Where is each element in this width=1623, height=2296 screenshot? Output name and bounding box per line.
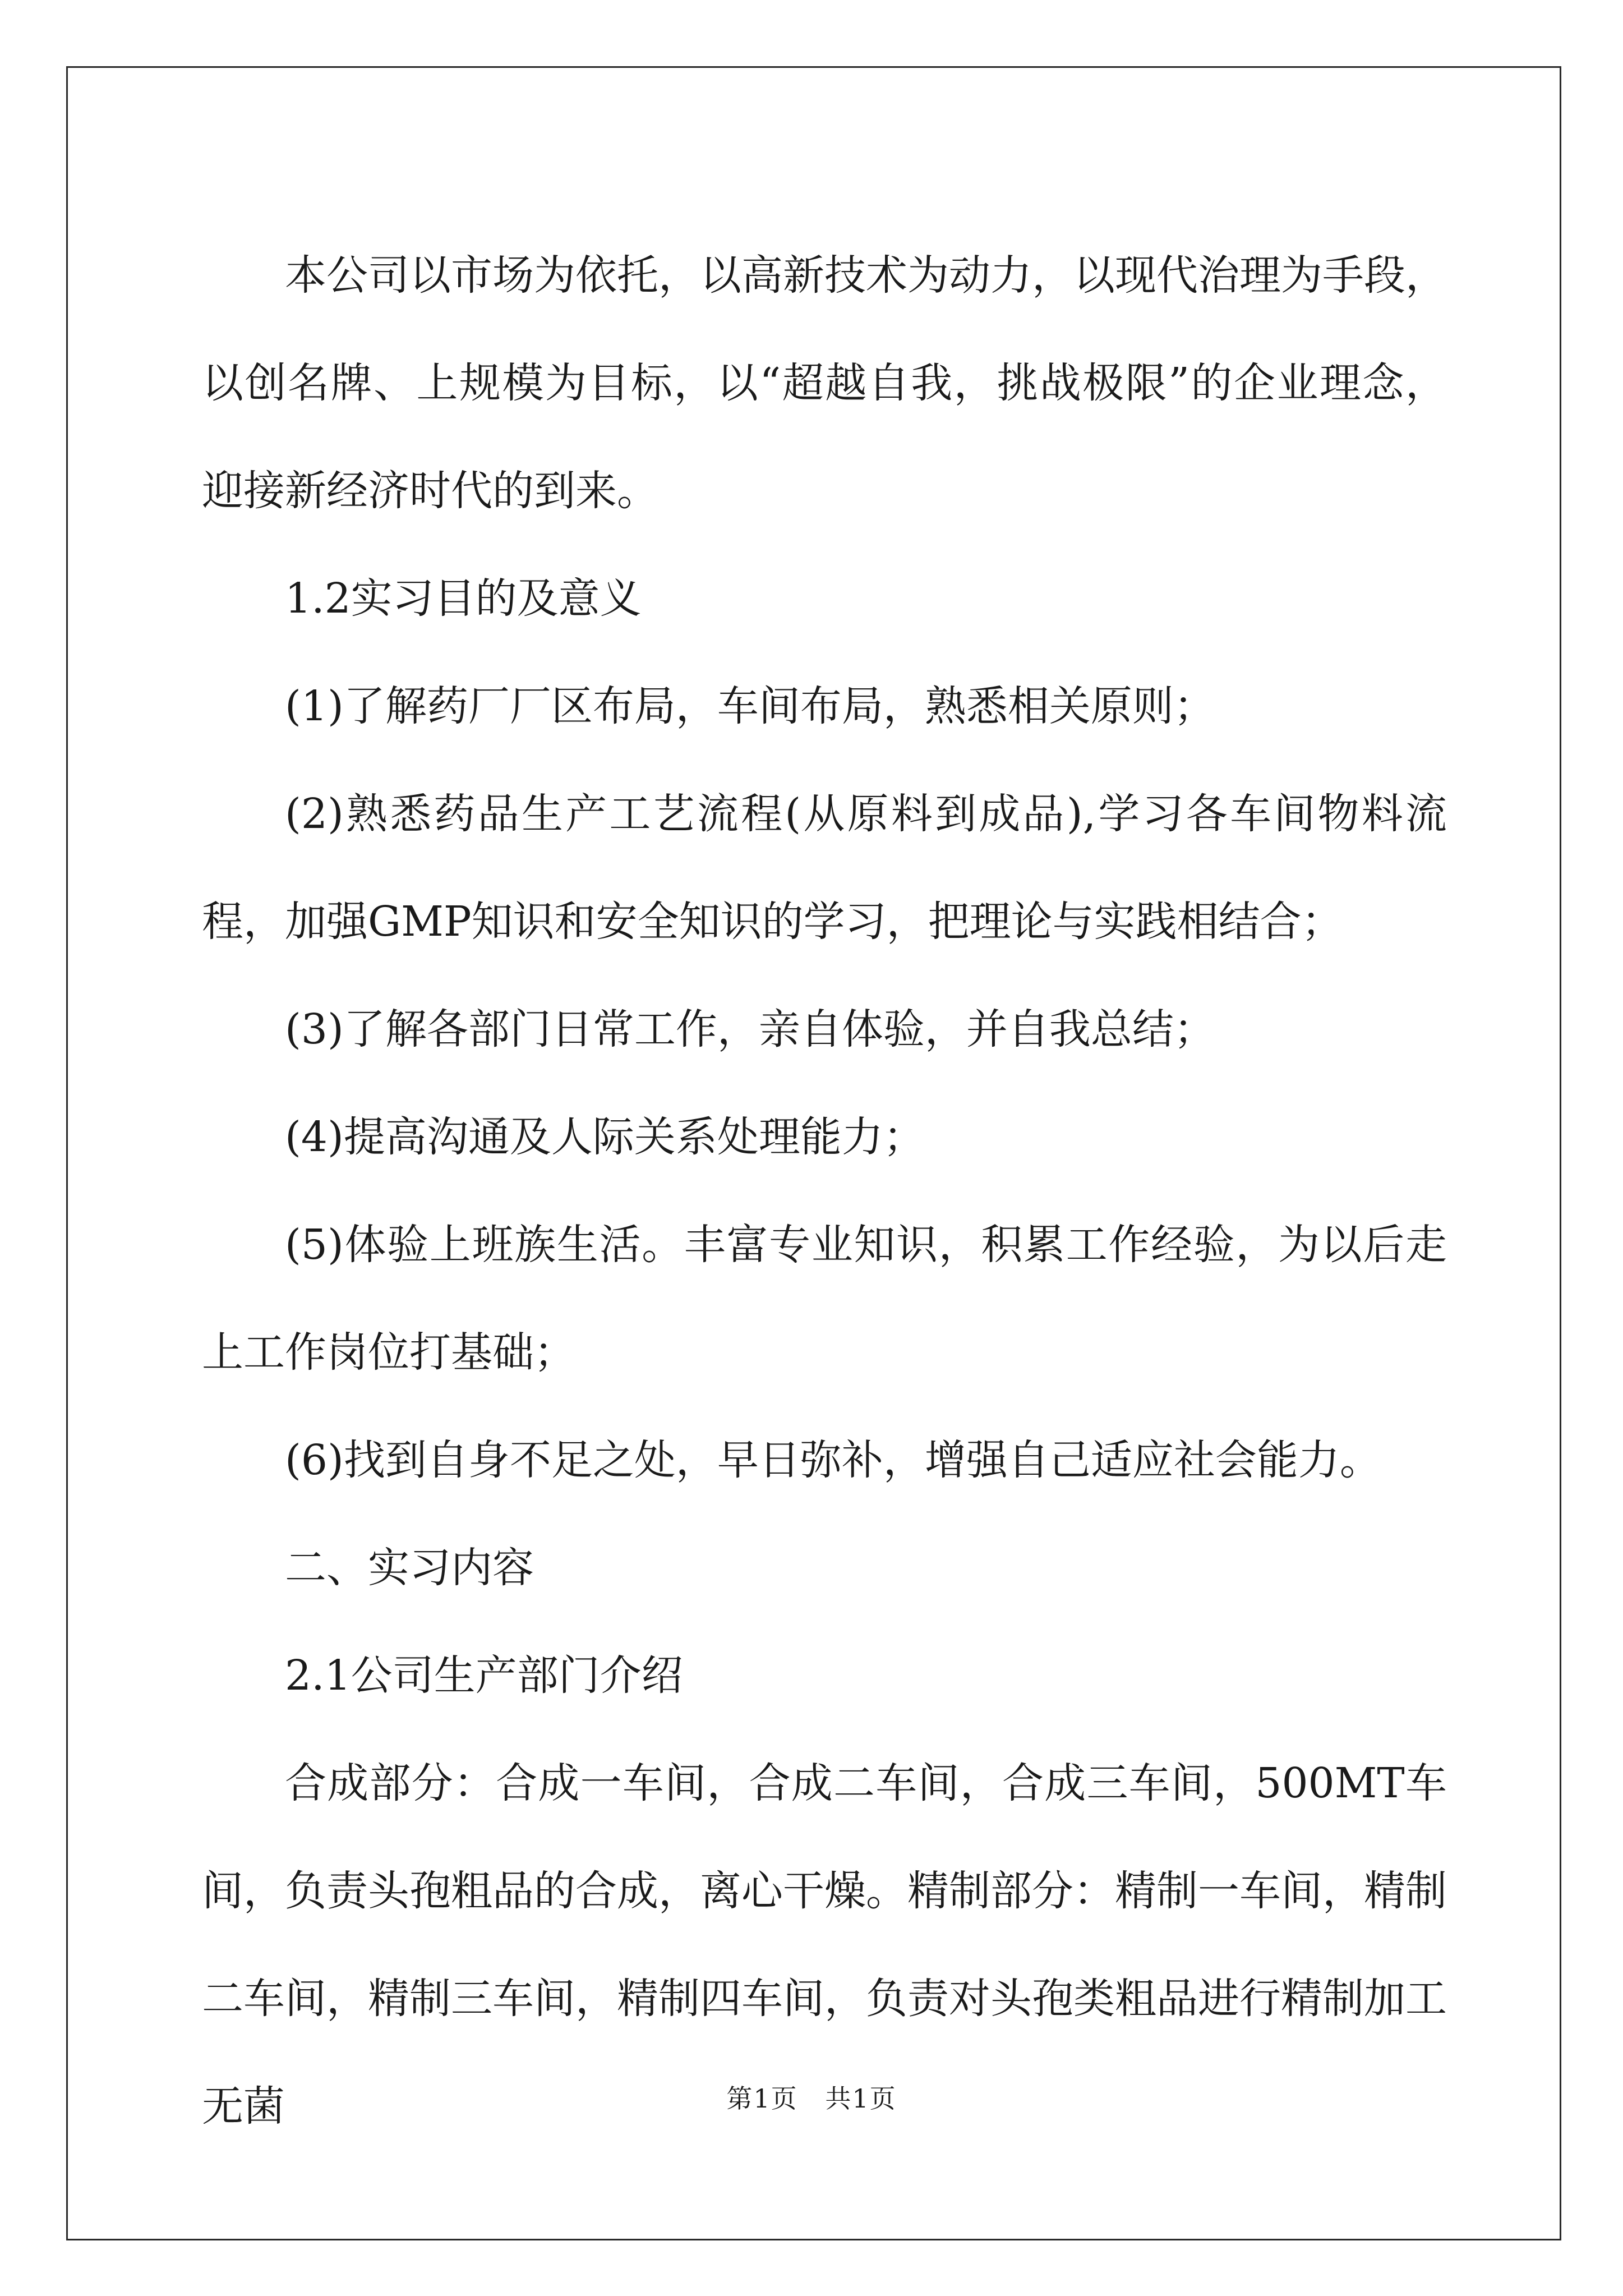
paragraph-production-departments: 合成部分：合成一车间，合成二车间，合成三车间，500MT车间，负责头孢粗品的合成，离心干燥。精制部分：精制一车间，精制二车间，精制三车间，精制四车间，负责对头孢类粗品进行精制加工无菌	[202, 1759, 1447, 2131]
list-item-5: (5)体验上班族生活。丰富专业知识，积累工作经验，为以后走上工作岗位打基础；	[202, 1221, 1447, 1377]
list-item-6: (6)找到自身不足之处，早日弥补，增强自己适应社会能力。	[285, 1436, 1381, 1484]
heading-internship-purpose: 1.2实习目的及意义	[285, 574, 642, 623]
list-item-1: (1)了解药厂厂区布局，车间布局，熟悉相关原则；	[285, 682, 1215, 730]
heading-production-departments: 2.1公司生产部门介绍	[285, 1651, 683, 1700]
list-item-3: (3)了解各部门日常工作，亲自体验，并自我总结；	[285, 1005, 1215, 1053]
page-footer	[0, 2078, 1623, 2115]
paragraph-company-philosophy: 本公司以市场为依托，以高新技术为动力，以现代治理为手段，以创名牌、上规模为目标，以“超越自我，挑战极限”的企业理念，迎接新经济时代的到来。	[202, 251, 1447, 515]
list-item-2: (2)熟悉药品生产工艺流程(从原料到成品),学习各车间物料流程，加强GMP知识和安全知识的学习，把理论与实践相结合；	[202, 790, 1447, 946]
page-total: 共1页	[825, 2083, 897, 2114]
heading-internship-content: 二、实习内容	[285, 1544, 534, 1592]
document-body	[202, 222, 1447, 2160]
list-item-4: (4)提高沟通及人际关系处理能力；	[285, 1113, 925, 1161]
page-number: 第1页	[726, 2083, 798, 2114]
